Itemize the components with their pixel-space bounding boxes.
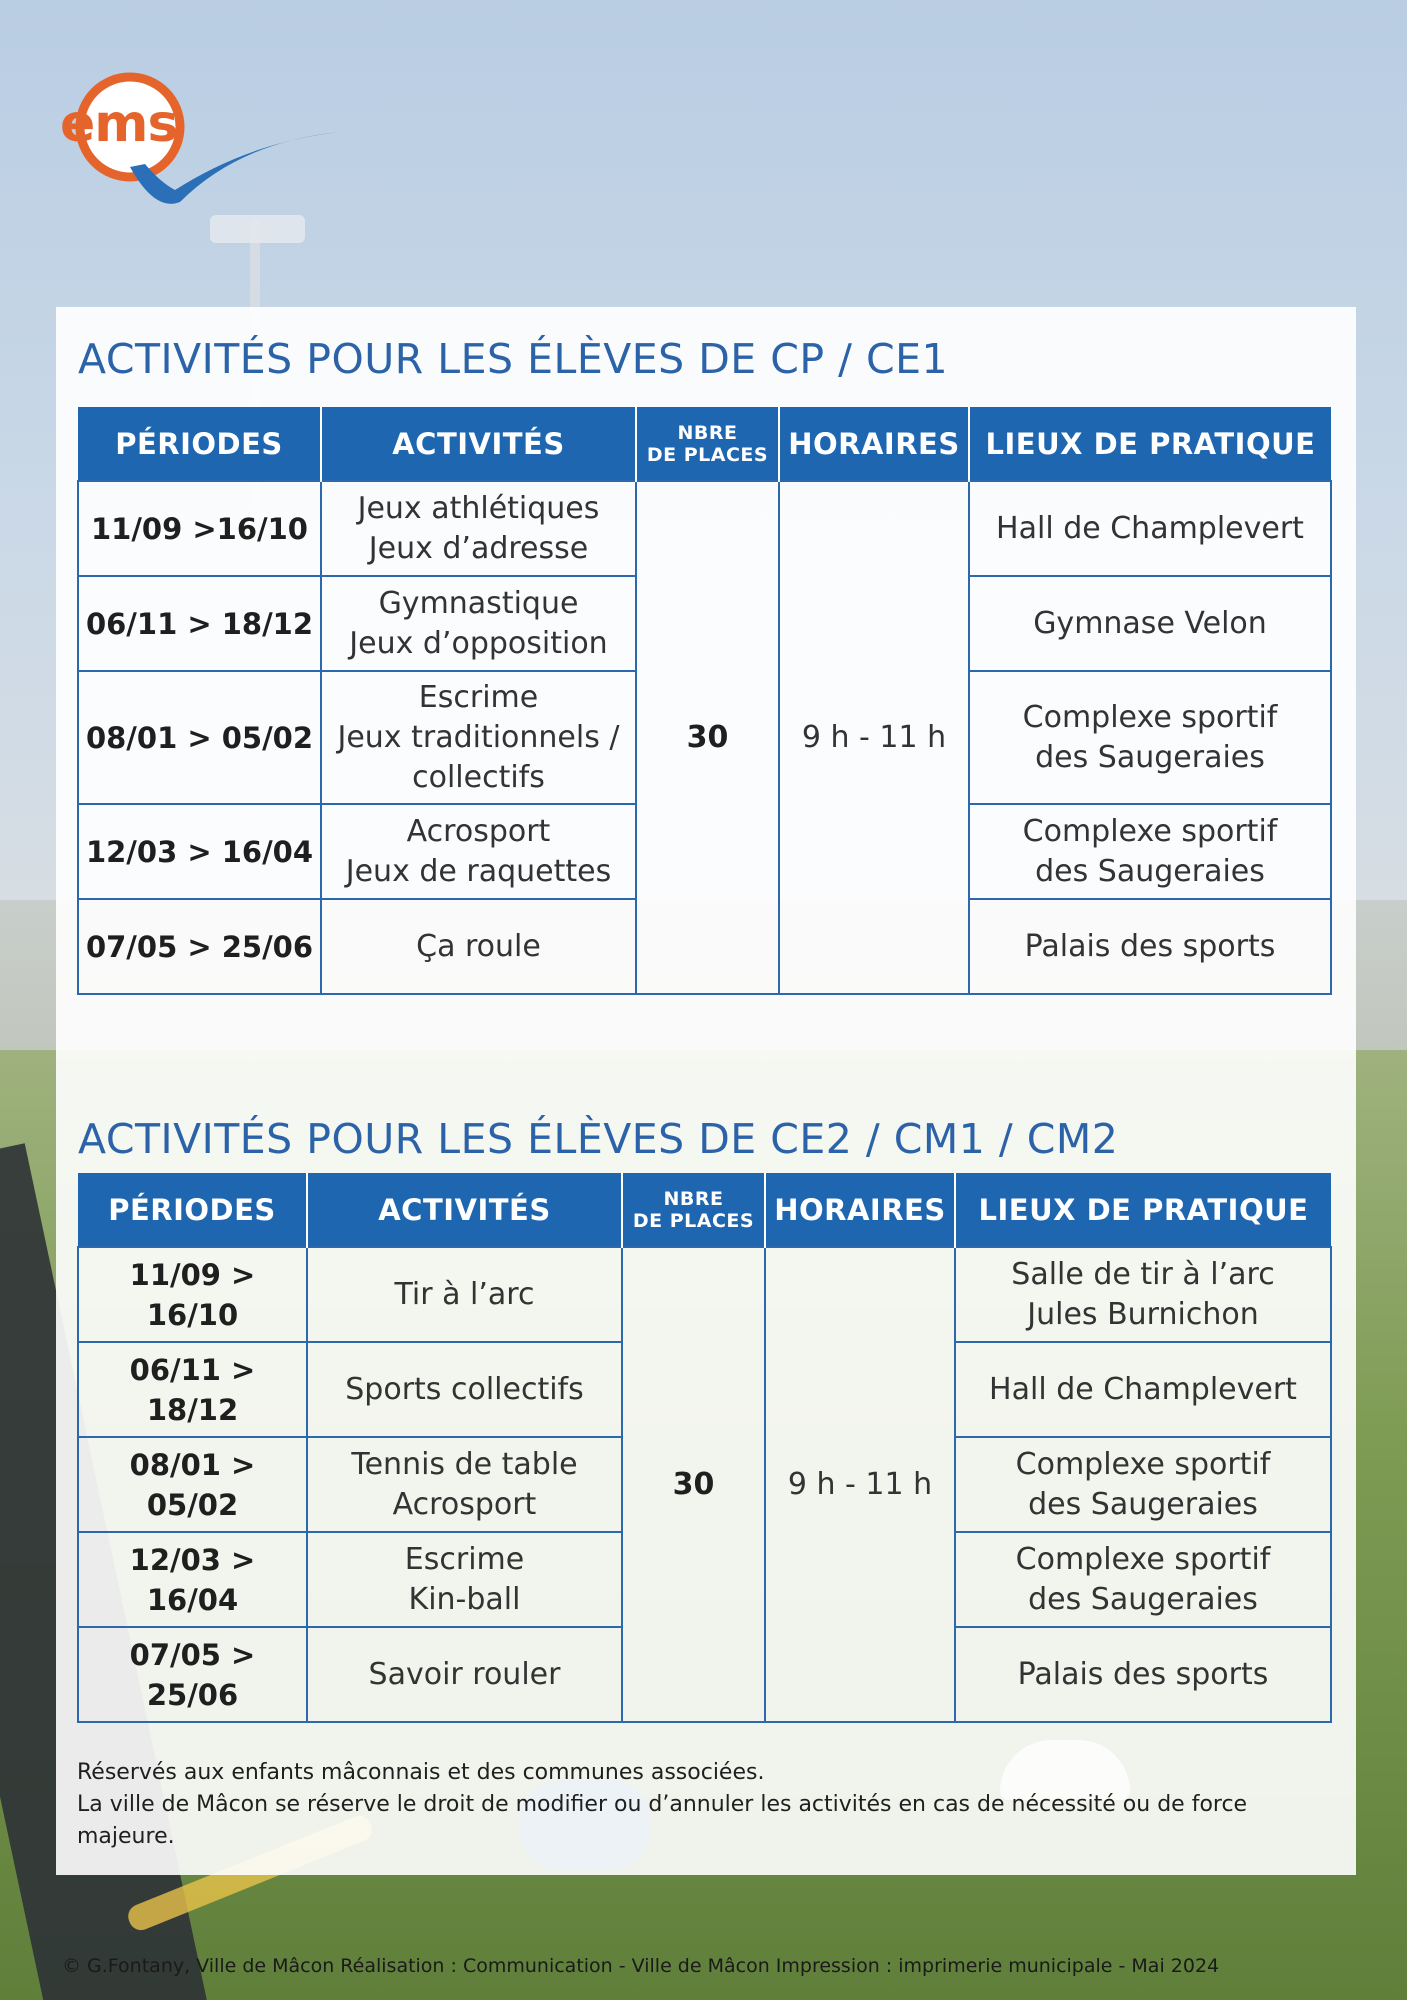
activity-cell: Tennis de table Acrosport bbox=[307, 1437, 622, 1532]
places-cell: 30 bbox=[622, 1247, 765, 1722]
place-cell: Complexe sportif des Saugeraies bbox=[969, 804, 1331, 899]
header-lieux: LIEUX DE PRATIQUE bbox=[955, 1173, 1331, 1247]
table-row bbox=[78, 1247, 1331, 1342]
header-horaires: HORAIRES bbox=[779, 407, 969, 481]
note-line-1: Réservés aux enfants mâconnais et des communes associées. bbox=[77, 1760, 765, 1785]
activity-cell: Escrime Kin-ball bbox=[307, 1532, 622, 1627]
table-header-row bbox=[78, 407, 1331, 481]
schedule-table-cp-ce1 bbox=[77, 407, 1332, 995]
activity-cell: Gymnastique Jeux d’opposition bbox=[321, 576, 636, 671]
footnotes bbox=[77, 1757, 1327, 1853]
place-cell: Palais des sports bbox=[955, 1627, 1331, 1722]
activity-cell: Ça roule bbox=[321, 899, 636, 994]
place-cell: Salle de tir à l’arc Jules Burnichon bbox=[955, 1247, 1331, 1342]
place-cell: Hall de Champlevert bbox=[969, 481, 1331, 576]
period-cell: 12/03 > 16/04 bbox=[78, 1532, 307, 1627]
header-activites: ACTIVITÉS bbox=[307, 1173, 622, 1247]
activity-cell: Savoir rouler bbox=[307, 1627, 622, 1722]
period-cell: 11/09 > 16/10 bbox=[78, 1247, 307, 1342]
period-cell: 07/05 > 25/06 bbox=[78, 899, 321, 994]
period-cell: 08/01 > 05/02 bbox=[78, 1437, 307, 1532]
table-header-row bbox=[78, 1173, 1331, 1247]
header-periodes: PÉRIODES bbox=[78, 1173, 307, 1247]
period-cell: 12/03 > 16/04 bbox=[78, 804, 321, 899]
ems-logo bbox=[60, 72, 350, 212]
place-cell: Complexe sportif des Saugeraies bbox=[969, 671, 1331, 804]
header-periodes: PÉRIODES bbox=[78, 407, 321, 481]
credits-line: © G.Fontany, Ville de Mâcon Réalisation : Communication - Ville de Mâcon Impression : imprimerie municipale - Mai 2024 bbox=[62, 1955, 1220, 1977]
place-cell: Hall de Champlevert bbox=[955, 1342, 1331, 1437]
place-cell: Palais des sports bbox=[969, 899, 1331, 994]
logo-text: ems bbox=[60, 94, 178, 154]
header-activites: ACTIVITÉS bbox=[321, 407, 636, 481]
header-places: NBRE DE PLACES bbox=[622, 1173, 765, 1247]
place-cell: Complexe sportif des Saugeraies bbox=[955, 1437, 1331, 1532]
places-cell: 30 bbox=[636, 481, 779, 994]
horaires-cell: 9 h - 11 h bbox=[765, 1247, 955, 1722]
header-lieux: LIEUX DE PRATIQUE bbox=[969, 407, 1331, 481]
section2-title: ACTIVITÉS POUR LES ÉLÈVES DE CE2 / CM1 / CM2 bbox=[78, 1115, 1119, 1163]
note-line-2: La ville de Mâcon se réserve le droit de modifier ou d’annuler les activités en cas de nécessité ou de force majeure. bbox=[77, 1792, 1248, 1849]
horaires-cell: 9 h - 11 h bbox=[779, 481, 969, 994]
activity-cell: Sports collectifs bbox=[307, 1342, 622, 1437]
period-cell: 06/11 > 18/12 bbox=[78, 576, 321, 671]
place-cell: Complexe sportif des Saugeraies bbox=[955, 1532, 1331, 1627]
header-horaires: HORAIRES bbox=[765, 1173, 955, 1247]
period-cell: 06/11 > 18/12 bbox=[78, 1342, 307, 1437]
period-cell: 07/05 > 25/06 bbox=[78, 1627, 307, 1722]
activity-cell: Acrosport Jeux de raquettes bbox=[321, 804, 636, 899]
table-row bbox=[78, 481, 1331, 576]
period-cell: 08/01 > 05/02 bbox=[78, 671, 321, 804]
schedule-table-ce2-cm1-cm2 bbox=[77, 1173, 1332, 1723]
period-cell: 11/09 >16/10 bbox=[78, 481, 321, 576]
section1-title: ACTIVITÉS POUR LES ÉLÈVES DE CP / CE1 bbox=[78, 335, 949, 383]
header-places: NBRE DE PLACES bbox=[636, 407, 779, 481]
activity-cell: Escrime Jeux traditionnels / collectifs bbox=[321, 671, 636, 804]
activity-cell: Jeux athlétiques Jeux d’adresse bbox=[321, 481, 636, 576]
activity-cell: Tir à l’arc bbox=[307, 1247, 622, 1342]
place-cell: Gymnase Velon bbox=[969, 576, 1331, 671]
